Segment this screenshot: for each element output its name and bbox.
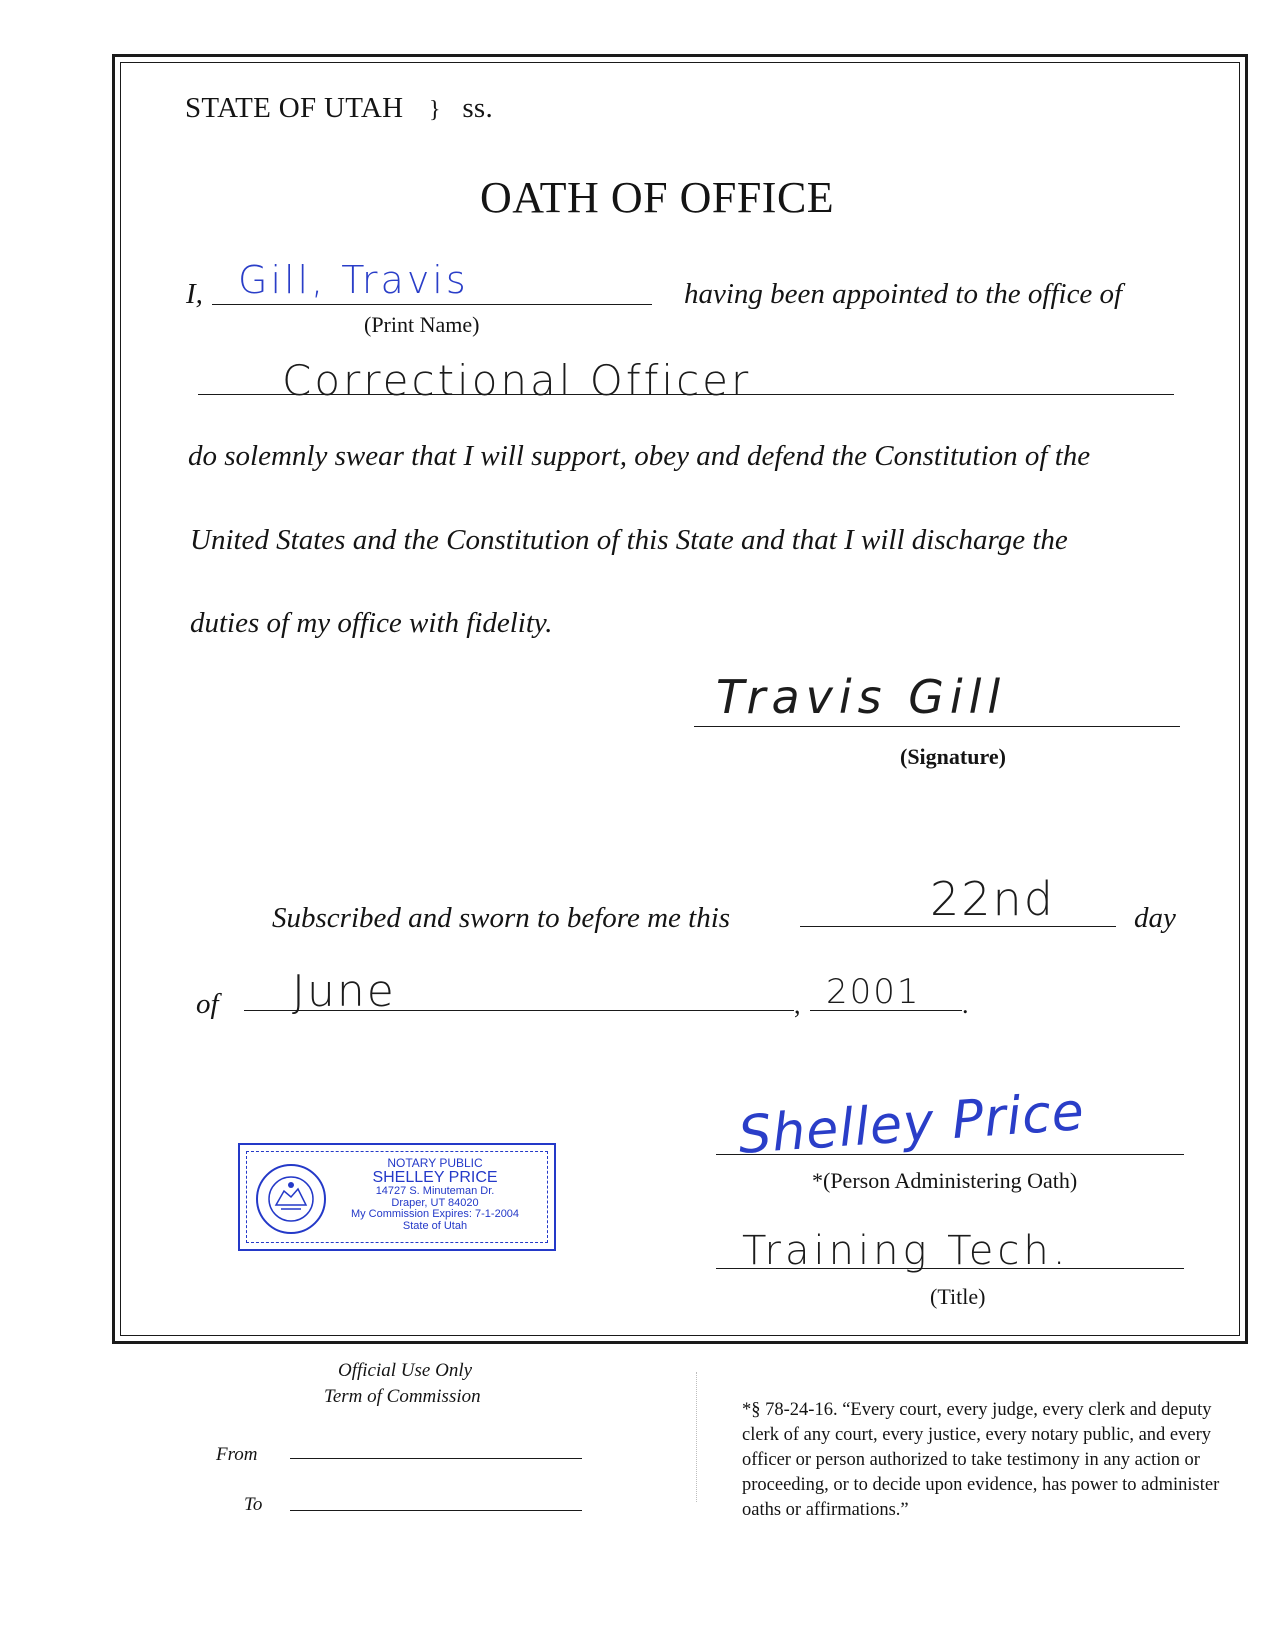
stamp-line-4: Draper, UT 84020	[391, 1196, 479, 1209]
venue-heading	[185, 92, 493, 125]
stamp-line-2: SHELLEY PRICE	[372, 1168, 498, 1186]
day-label: day	[1134, 902, 1176, 934]
comma-glyph: ,	[794, 990, 801, 1019]
from-line	[290, 1458, 582, 1459]
of-label: of	[196, 988, 219, 1020]
period-glyph: .	[962, 990, 969, 1019]
name-prefix: I,	[186, 278, 203, 310]
official-use-line-1: Official Use Only	[338, 1360, 473, 1381]
signature-caption: (Signature)	[900, 744, 1006, 769]
ss-label: ss.	[462, 92, 494, 124]
state-seal-icon	[254, 1159, 328, 1239]
administrator-line	[716, 1154, 1184, 1155]
title-caption: (Title)	[930, 1284, 986, 1309]
signature-image: Travis Gill	[716, 670, 1007, 724]
official-use-line-2: Term of Commission	[324, 1386, 481, 1407]
title-line	[716, 1268, 1184, 1269]
oath-line-3: duties of my office with fidelity.	[190, 607, 553, 639]
day-line	[800, 926, 1116, 927]
appointed-text: having been appointed to the office of	[684, 278, 1123, 310]
administrator-caption: *(Person Administering Oath)	[812, 1168, 1078, 1193]
handwritten-year: 2001	[826, 972, 921, 1012]
handwritten-day: 22nd	[930, 872, 1055, 926]
stamp-text-block	[330, 1157, 540, 1233]
oath-line-1: do solemnly swear that I will support, obey and defend the Constitution of the	[188, 440, 1091, 472]
sworn-text: Subscribed and sworn to before me this	[272, 902, 731, 934]
brace-glyph: }	[428, 97, 441, 123]
state-label: STATE OF UTAH	[185, 92, 404, 124]
to-label: To	[244, 1494, 263, 1515]
from-label: From	[216, 1444, 258, 1465]
handwritten-title: Training Tech.	[742, 1228, 1070, 1274]
handwritten-office: Correctional Officer	[282, 356, 752, 405]
name-line	[212, 304, 652, 305]
oath-line-2: United States and the Constitution of this State and that I will discharge the	[190, 524, 1068, 556]
to-line	[290, 1510, 582, 1511]
stamp-line-3: 14727 S. Minuteman Dr.	[375, 1185, 495, 1198]
document-title: OATH OF OFFICE	[480, 173, 835, 222]
stamp-line-1: NOTARY PUBLIC	[387, 1156, 483, 1170]
handwritten-name: Gill, Travis	[238, 258, 469, 302]
handwritten-month: June	[292, 966, 396, 1017]
column-divider	[696, 1372, 697, 1502]
stamp-line-5: My Commission Expires: 7-1-2004	[350, 1208, 520, 1221]
office-line	[198, 394, 1174, 395]
statute-footnote: *§ 78-24-16. “Every court, every judge, every clerk and deputy clerk of any court, every justice, every notary public, and every officer or person authorized to take testimony in any action or proceeding, or to decide upon evidence, has power to administer oaths or affirmations.”	[742, 1400, 1220, 1520]
notary-stamp	[238, 1143, 556, 1251]
print-name-caption: (Print Name)	[364, 312, 480, 337]
signature-line	[694, 726, 1180, 727]
stamp-line-6: State of Utah	[402, 1220, 468, 1233]
administrator-signature: Shelley Price	[736, 1081, 1087, 1167]
